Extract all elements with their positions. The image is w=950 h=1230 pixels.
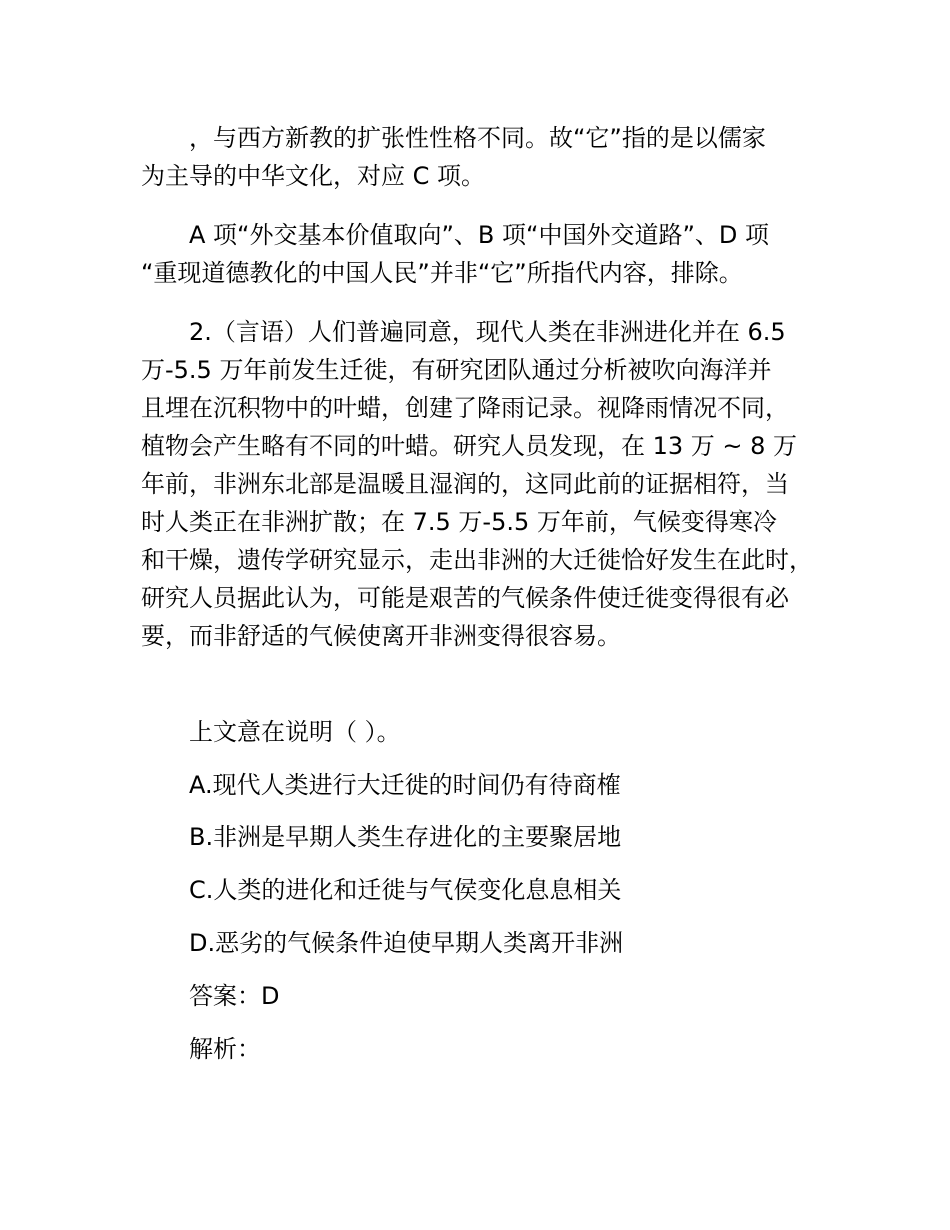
option-c: C.人类的进化和迁徙与气侯变化息息相关 [189,876,622,904]
text-line: 要，而非舒适的气候使离开非洲变得很容易。 [141,622,621,650]
text-line: 且埋在沉积物中的叶蜡，创建了降雨记录。视降雨情况不同， [141,394,789,422]
text-line: “重现道德教化的中国人民”并非“它”所指代内容，排除。 [141,259,743,287]
option-b: B.非洲是早期人类生存进化的主要聚居地 [189,823,622,851]
question-prompt: 上文意在说明（ ）。 [189,718,401,746]
analysis-label: 解析： [189,1035,261,1063]
text-line: 时人类正在非洲扩散；在 7.5 万-5.5 万年前，气候变得寒冷 [141,508,777,536]
text-line: 植物会产生略有不同的叶蜡。研究人员发现，在 13 万 ~ 8 万 [141,432,798,460]
text-line: 为主导的中华文化，对应 C 项。 [141,162,486,190]
text-line: 和干燥，遗传学研究显示，走出非洲的大迁徙恰好发生在此时， [141,546,813,574]
text-line: ，与西方新教的扩张性性格不同。故“它”指的是以儒家 [189,124,766,152]
paragraph-options-explanation [141,216,841,292]
paragraph-question-passage [141,313,841,655]
option-a: A.现代人类进行大迁徙的时间仍有待商榷 [189,771,621,799]
answer-line: 答案：D [189,982,280,1010]
text-line: 研究人员据此认为，可能是艰苦的气候条件使迁徙变得很有必 [141,584,789,612]
text-line: 年前，非洲东北部是温暖且湿润的，这同此前的证据相符，当 [141,470,789,498]
text-line: 2.（言语）人们普遍同意，现代人类在非洲进化并在 6.5 [189,318,786,346]
text-line: 万-5.5 万年前发生迁徙，有研究团队通过分析被吹向海洋并 [141,356,772,384]
text-line: A 项“外交基本价值取向”、B 项“中国外交道路”、D 项 [189,221,769,249]
paragraph-continuation [141,119,841,195]
option-d: D.恶劣的气候条件迫使早期人类离开非洲 [189,929,624,957]
